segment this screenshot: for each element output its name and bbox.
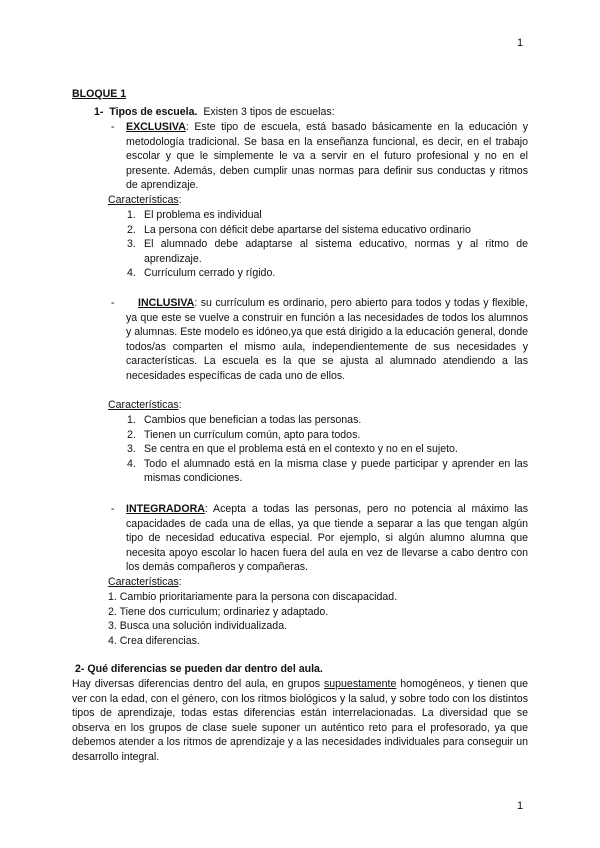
page-number-top: 1	[517, 37, 524, 49]
q2-text-before: Hay diversas diferencias dentro del aula, en grupos	[72, 678, 324, 690]
q1-number: 1-	[94, 106, 104, 118]
list-item: 1. Cambio prioritariamente para la persona con discapacidad.	[108, 591, 398, 603]
integradora-term: INTEGRADORA	[126, 503, 205, 515]
list-item-text: El alumnado debe adaptarse al sistema educativo, normas y al ritmo de aprendizaje.	[144, 238, 528, 265]
q1-intro: Existen 3 tipos de escuelas:	[203, 106, 335, 118]
integradora-char-list	[108, 590, 528, 648]
list-item	[127, 223, 528, 238]
list-item	[127, 413, 528, 428]
exclusiva-description: : Este tipo de escuela, está basado básicamente en la educación y metodología tradicional. Se basa en la enseñanza funcional, es decir, en el trabajo escolar y que le simplemente le va a servir en el futuro profesional y no en el presente. Además, deben cumplir unas normas para definir sus conductas y ritmos de aprendizaje.	[126, 121, 528, 192]
block-title: BLOQUE 1	[72, 88, 127, 100]
q1-heading	[94, 105, 335, 120]
inclusiva-term: INCLUSIVA	[138, 297, 195, 309]
list-item-number: 3.	[127, 443, 136, 456]
exclusiva-char-heading	[108, 193, 182, 208]
list-item-number: 3.	[127, 238, 136, 251]
list-item	[127, 457, 528, 486]
list-item-text: Currículum cerrado y rígido.	[144, 267, 276, 280]
q2-paragraph	[72, 677, 528, 765]
inclusiva-description: : su currículum es ordinario, pero abierto para todos y todas y flexible, ya que este se vuelve a construir en función a las necesidades de todos los alumnos y alumnas. Este modelo es idóneo,ya que está dirigido a la educación general, donde todos/as comparten el mismo aula, independientemente de sus necesidades y características. La escuela es la que se ajusta al alumnado atendiendo a las necesidades específicas de cada uno de ellos.	[126, 297, 528, 382]
list-item: 4. Crea diferencias.	[108, 634, 200, 647]
exclusiva-paragraph	[126, 120, 528, 193]
page-number-bottom: 1	[517, 800, 524, 812]
inclusiva-char-label: Características	[108, 399, 179, 411]
q1-title: Tipos de escuela.	[109, 106, 198, 118]
list-item-text: Tienen un currículum común, apto para todos.	[144, 428, 361, 441]
list-item-number: 4.	[127, 457, 136, 470]
integradora-char-heading	[108, 575, 182, 590]
list-item	[127, 442, 528, 457]
integradora-paragraph	[126, 502, 528, 575]
inclusiva-dash: -	[111, 297, 115, 309]
list-item-text: Cambios que benefician a todas las personas.	[144, 414, 362, 426]
list-item	[127, 208, 528, 223]
exclusiva-term: EXCLUSIVA	[126, 121, 186, 133]
integradora-char-label: Características	[108, 576, 179, 588]
exclusiva-char-label: Características	[108, 194, 179, 206]
list-item: 3. Busca una solución individualizada.	[108, 620, 288, 633]
q2-text-after: homogéneos, y tienen que ver con la edad, con el género, con los ritmos biológicos y la salud, y sobre todo con los distintos tipos de aprendizaje, todas estas diferencias están interrelacionadas. La diversidad que se observa en los grupos de clase suele suponer un auténtico reto para el profesorado, ya que debemos atender a los ritmos de aprendizaje y a las necesidades individuales para conseguir un desarrollo integral.	[72, 678, 528, 763]
list-item	[127, 237, 528, 266]
integradora-dash: -	[111, 503, 115, 515]
inclusiva-char-heading	[108, 398, 182, 413]
list-item	[127, 428, 528, 443]
list-item	[127, 266, 528, 281]
list-item-text: El problema es individual	[144, 209, 262, 221]
q2-heading: 2- Qué diferencias se pueden dar dentro del aula.	[75, 663, 323, 675]
list-item-text: Todo el alumnado está en la misma clase y puede participar y aprender en las mismas condiciones.	[144, 457, 528, 485]
exclusiva-dash: -	[111, 121, 115, 133]
integradora-char-colon: :	[178, 576, 182, 588]
list-item-number: 1.	[127, 414, 136, 426]
exclusiva-char-colon: :	[178, 194, 182, 206]
list-item-number: 2.	[127, 428, 136, 441]
integradora-description: : Acepta a todas las personas, pero no potencia al máximo las capacidades de cada una de ellas, ya que tiende a separar a las que tengan algún tipo de necesidad educativa especial. Por ejemplo, si algún alumno alumna que necesita apoyo escolar lo hacen fuera del aula en vez de llevarse a cabo dentro con los demás compañeros y compañeras.	[126, 503, 528, 574]
list-item-text: Se centra en que el problema está en el contexto y no en el sujeto.	[144, 443, 458, 456]
list-item-number: 2.	[127, 223, 136, 236]
q2-text-underlined: supuestamente	[323, 678, 397, 690]
inclusiva-paragraph	[126, 296, 528, 384]
list-item-number: 4.	[127, 267, 136, 280]
inclusiva-char-list	[127, 413, 528, 486]
list-item: 2. Tiene dos curriculum; ordinariez y adaptado.	[108, 605, 329, 618]
list-item-number: 1.	[127, 209, 136, 221]
inclusiva-char-colon: :	[178, 399, 182, 411]
list-item-text: La persona con déficit debe apartarse del sistema educativo ordinario	[144, 223, 471, 236]
exclusiva-char-list	[127, 208, 528, 281]
